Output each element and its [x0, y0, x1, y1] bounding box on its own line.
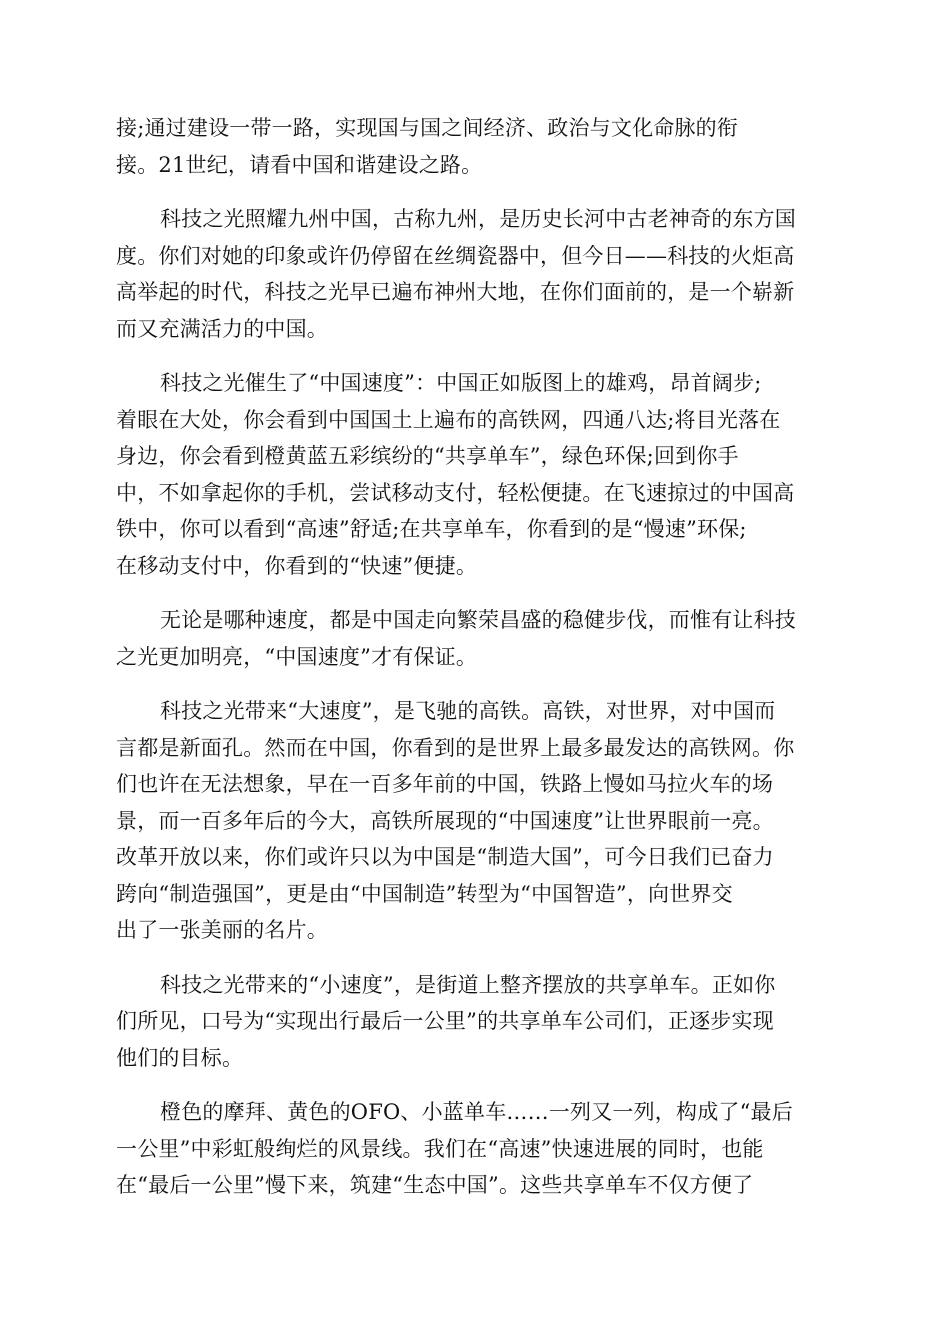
text-line: 改革开放以来，你们或许只以为中国是“制造大国”，可今日我们已奋力	[116, 845, 774, 869]
text-line: 们也许在无法想象，早在一百多年前的中国，铁路上慢如马拉火车的场	[116, 772, 774, 796]
paragraph-5	[116, 693, 834, 949]
text-line: 言都是新面孔。然而在中国，你看到的是世界上最多最发达的高铁网。你	[116, 735, 795, 760]
paragraph-2	[116, 201, 834, 347]
text-line: 一公里”中彩虹般绚烂的风景线。我们在“高速”快速进展的同时，也能	[116, 1136, 764, 1161]
text-line: 橙色的摩拜、黄色的OFO、小蓝单车……一列又一列，构成了“最后	[160, 1100, 793, 1124]
text-line: 科技之光催生了“中国速度”：中国正如版图上的雄鸡，昂首阔步;	[160, 371, 762, 395]
text-line: 高举起的时代，科技之光早已遍布神州大地，在你们面前的，是一个崭新	[116, 280, 795, 304]
text-line: 在“最后一公里”慢下来，筑建“生态中国”。这些共享单车不仅方便了	[116, 1173, 754, 1197]
text-line: 科技之光照耀九州中国，古称九州，是历史长河中古老神奇的东方国	[160, 207, 796, 231]
paragraph-3	[116, 365, 834, 584]
text-line: 而又充满活力的中国。	[116, 316, 328, 341]
text-line: 之光更加明亮，“中国速度”才有保证。	[116, 644, 478, 669]
text-line: 接;通过建设一带一路，实现国与国之间经济、政治与文化命脉的衔	[116, 116, 739, 140]
text-line: 科技之光带来“大速度”，是飞驰的高铁。高铁，对世界，对中国而	[160, 699, 776, 723]
text-line: 在移动支付中，你看到的“快速”便捷。	[116, 553, 478, 578]
text-line: 度。你们对她的印象或许仍停留在丝绸瓷器中，但今日——科技的火炬高	[116, 243, 795, 268]
text-line: 景，而一百多年后的今大，高铁所展现的“中国速度”让世界眼前一亮。	[116, 808, 774, 833]
text-line: 跨向“制造强国”，更是由“中国制造”转型为“中国智造”，向世界交	[116, 881, 733, 906]
text-line: 他们的目标。	[116, 1045, 244, 1070]
text-line: 出了一张美丽的名片。	[116, 918, 328, 942]
text-line: 科技之光带来的“小速度”，是街道上整齐摆放的共享单车。正如你	[160, 972, 776, 997]
paragraph-7	[116, 1094, 834, 1204]
text-line: 身边，你会看到橙黄蓝五彩缤纷的“共享单车”，绿色环保;回到你手	[116, 444, 739, 468]
text-line: 着眼在大处，你会看到中国国土上遍布的高铁网，四通八达;将目光落在	[116, 407, 781, 432]
text-line: 接。21世纪，请看中国和谐建设之路。	[116, 152, 483, 177]
text-line: 中，不如拿起你的手机，尝试移动支付，轻松便捷。在飞速掠过的中国高	[116, 480, 795, 505]
document-body	[116, 110, 834, 1222]
paragraph-6	[116, 967, 834, 1077]
paragraph-1	[116, 110, 834, 183]
text-line: 们所见，口号为“实现出行最后一公里”的共享单车公司们，正逐步实现	[116, 1009, 774, 1033]
paragraph-4	[116, 602, 834, 675]
text-line: 无论是哪种速度，都是中国走向繁荣昌盛的稳健步伐，而惟有让科技	[160, 608, 796, 632]
text-line: 铁中，你可以看到“高速”舒适;在共享单车，你看到的是“慢速”环保;	[116, 517, 747, 541]
